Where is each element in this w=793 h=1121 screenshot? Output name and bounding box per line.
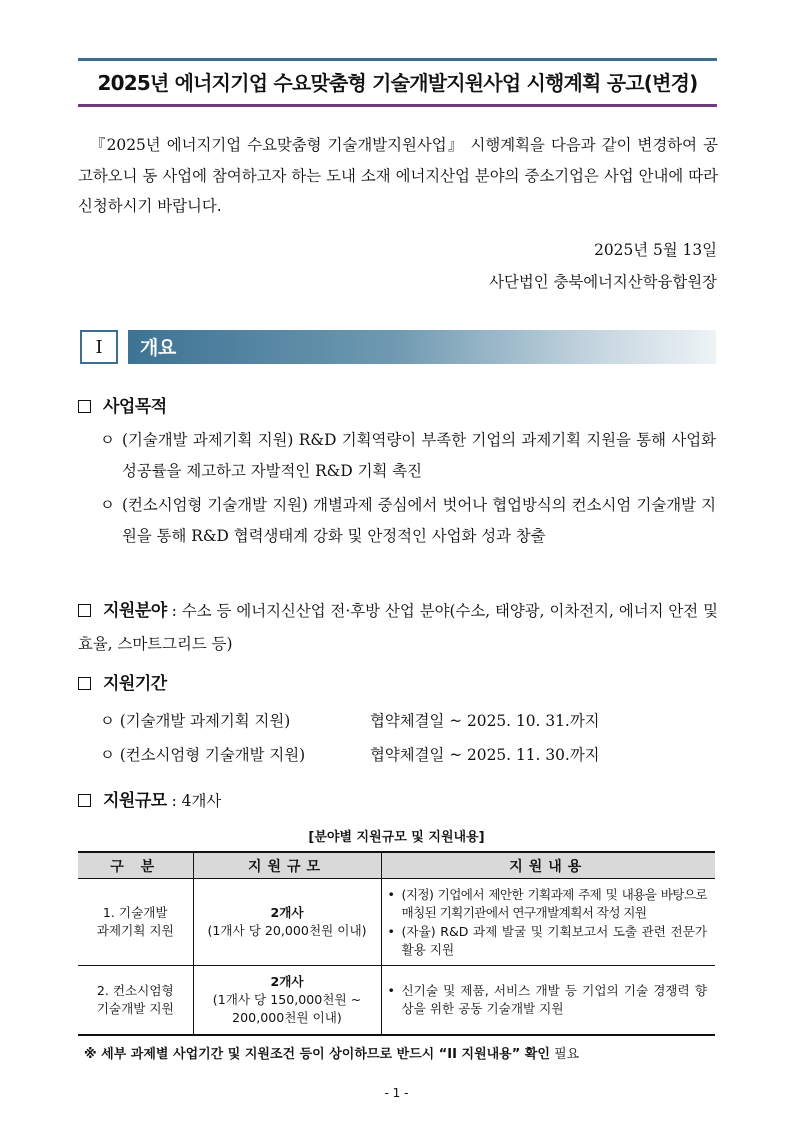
footnote-tail: 필요 <box>549 1047 580 1062</box>
purpose-heading <box>78 392 167 417</box>
checkbox-square-icon <box>78 604 91 617</box>
header-contents: 지원내용 <box>381 852 715 879</box>
field-heading <box>78 595 718 661</box>
section-title: 개요 <box>140 337 176 359</box>
organization-name: 사단법인 충북에너지산학융합원장 <box>489 273 717 291</box>
table-row <box>78 966 715 1036</box>
period-heading-label: 지원기간 <box>103 674 167 694</box>
circle-bullet-icon: ㅇ <box>100 496 115 514</box>
purpose-item-text: (기술개발 과제기획 지원) R&D 기획역량이 부족한 기업의 과제기획 지원을 통해 사업화 성공률을 제고하고 자발적인 R&D 기획 촉진 <box>122 431 716 480</box>
support-table <box>78 851 715 1036</box>
company-count: 2개사 <box>270 905 304 920</box>
scale-heading <box>78 786 221 811</box>
period-label: (기술개발 과제기획 지원) <box>119 712 291 730</box>
category-line: 1. 기술개발 <box>102 905 168 920</box>
field-text: : 수소 등 에너지신산업 전·후방 산업 분야(수소, 태양광, 이차전지, 에너지 안전 및 효율, 스마트그리드 등) <box>78 602 718 653</box>
page-number: - 1 - <box>384 1086 409 1100</box>
document-title: 2025년 에너지기업 수요맞춤형 기술개발지원사업 시행계획 공고(변경) <box>97 71 698 95</box>
checkbox-square-icon <box>78 794 91 807</box>
purpose-item <box>100 425 716 487</box>
purpose-item <box>100 490 716 552</box>
checkbox-square-icon <box>78 400 91 413</box>
row-category <box>78 966 193 1036</box>
table-title: [분야별 지원규모 및 지원내용] <box>308 830 485 845</box>
circle-bullet-icon: ㅇ <box>100 712 115 730</box>
content-item: • (자율) R&D 과제 발굴 및 기획보고서 도출 관련 전문가 활용 지원 <box>388 923 708 959</box>
content-item: • 신기술 및 제품, 서비스 개발 등 기업의 기술 경쟁력 향상을 위한 공동 기술개발 지원 <box>388 982 708 1018</box>
content-item: • (지정) 기업에서 제안한 기획과제 주제 및 내용을 바탕으로 매칭된 기획기관에서 연구개발계획서 작성 지원 <box>388 886 708 922</box>
title-top-rule <box>78 58 717 61</box>
table-row <box>78 879 715 966</box>
period-label: (컨소시엄형 기술개발 지원) <box>119 746 306 764</box>
category-line: 2. 컨소시엄형 <box>96 983 174 998</box>
title-bottom-rule <box>78 104 717 107</box>
period-value: 협약체결일 ~ 2025. 10. 31.까지 <box>370 712 600 730</box>
scale-text: : 4개사 <box>166 792 222 810</box>
header-category: 구 분 <box>78 852 193 879</box>
circle-bullet-icon: ㅇ <box>100 431 115 449</box>
checkbox-square-icon <box>78 677 91 690</box>
row-scale <box>193 966 381 1036</box>
footnote-strong: ※ 세부 과제별 사업기간 및 지원조건 등이 상이하므로 반드시 “II 지원내용” 확인 <box>84 1047 550 1062</box>
period-item <box>100 709 600 731</box>
row-scale <box>193 879 381 966</box>
section-number: Ⅰ <box>80 330 118 364</box>
title-banner <box>78 58 717 108</box>
intro-paragraph <box>78 130 718 222</box>
header-scale: 지원규모 <box>193 852 381 879</box>
period-heading <box>78 669 167 694</box>
budget-detail: (1개사 당 20,000천원 이내) <box>207 923 367 938</box>
purpose-item-text: (컨소시엄형 기술개발 지원) 개별과제 중심에서 벗어나 협업방식의 컨소시엄 기술개발 지원을 통해 R&D 협력생태계 강화 및 안정적인 사업화 성과 창출 <box>122 496 716 545</box>
company-count: 2개사 <box>270 974 304 989</box>
category-line: 과제기획 지원 <box>96 923 174 938</box>
footnote <box>84 1043 579 1062</box>
circle-bullet-icon: ㅇ <box>100 746 115 764</box>
table-header-row <box>78 852 715 879</box>
intro-text: 『2025년 에너지기업 수요맞춤형 기술개발지원사업』 시행계획을 다음과 같이 변경하여 공고하오니 동 사업에 참여하고자 하는 도내 소재 에너지산업 분야의 중소기업은 사업 안내에 따라 신청하시기 바랍니다. <box>78 136 718 215</box>
row-category <box>78 879 193 966</box>
budget-detail: (1개사 당 150,000천원 ~ 200,000천원 이내) <box>212 992 362 1025</box>
scale-heading-label: 지원규모 <box>103 791 167 811</box>
field-heading-label: 지원분야 <box>103 601 167 621</box>
row-contents <box>381 879 715 966</box>
purpose-heading-label: 사업목적 <box>103 397 167 417</box>
announcement-date: 2025년 5월 13일 <box>594 241 717 259</box>
period-value: 협약체결일 ~ 2025. 11. 30.까지 <box>370 746 600 764</box>
category-line: 기술개발 지원 <box>96 1001 174 1016</box>
row-contents <box>381 966 715 1036</box>
period-item <box>100 743 600 765</box>
section-header-bar <box>128 330 716 364</box>
